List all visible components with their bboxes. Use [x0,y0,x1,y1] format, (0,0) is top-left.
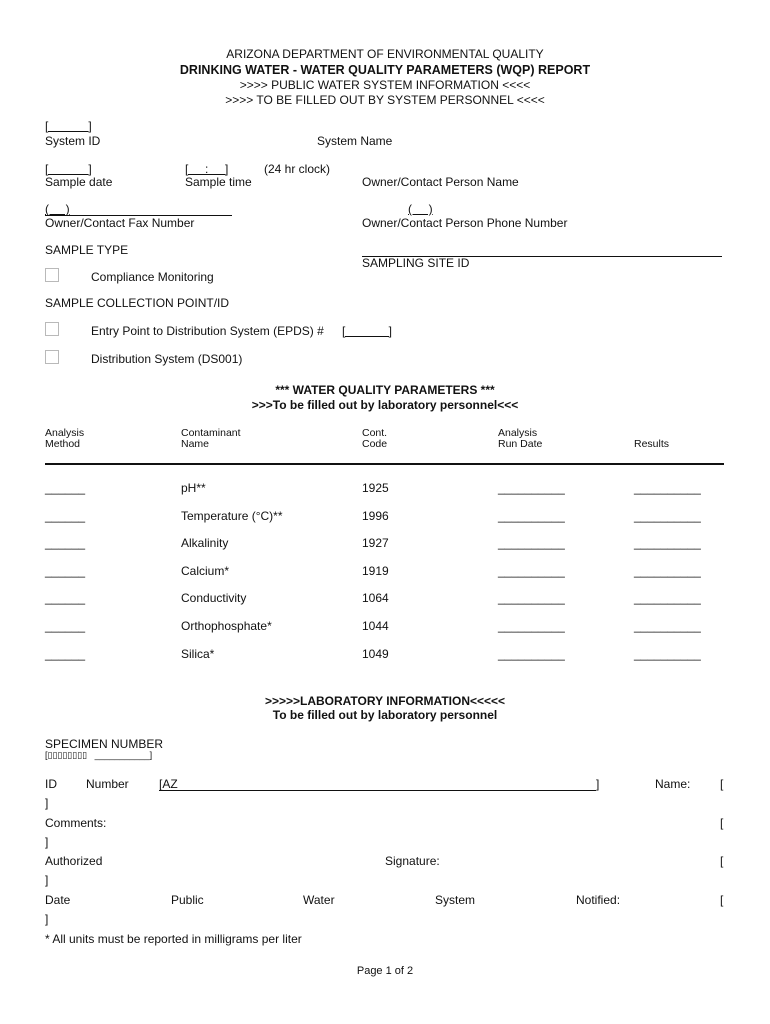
row-method-blank[interactable]: ______ [45,509,86,523]
water-word: Water [303,893,335,907]
section-subtitle-public-water: >>>> PUBLIC WATER SYSTEM INFORMATION <<<< [239,78,531,92]
signature-field-open: [ [720,854,724,868]
lab-subtitle: To be filled out by laboratory personnel [272,708,498,722]
row-contaminant-name: Temperature (°C)** [181,509,283,523]
number-word: Number [86,777,129,791]
row-method-blank[interactable]: ______ [45,564,86,578]
col-results: Results [634,438,670,450]
system-word: System [435,893,476,907]
specimen-number-label: SPECIMEN NUMBER [45,737,164,751]
comments-label: Comments: [45,816,107,830]
row-contaminant-name: Orthophosphate* [181,619,272,633]
units-note: * All units must be reported in milligrams per liter [45,932,302,946]
agency-name: ARIZONA DEPARTMENT OF ENVIRONMENTAL QUALITY [226,47,544,61]
sample-time-field[interactable]: [ : ] [185,162,229,176]
system-name-label: System Name [317,134,393,148]
row-contaminant-code: 1049 [362,647,389,661]
row-result-blank[interactable]: __________ [634,564,701,578]
collection-point-heading: SAMPLE COLLECTION POINT/ID [45,296,230,310]
authorized-word: Authorized [45,854,103,868]
col-name-line1: Contaminant [181,427,241,439]
row-run-date-blank[interactable]: __________ [498,564,565,578]
az-id-field[interactable] [159,790,596,791]
name-field-open: [ [720,777,724,791]
row-result-blank[interactable]: __________ [634,619,701,633]
compliance-monitoring-checkbox[interactable] [45,268,59,282]
system-id-label: System ID [45,134,101,148]
notified-field-close: ] [45,912,49,926]
sampling-site-label: SAMPLING SITE ID [362,256,470,270]
signature-field-close: ] [45,873,49,887]
row-result-blank[interactable]: __________ [634,481,701,495]
sample-time-label: Sample time [185,175,252,189]
row-run-date-blank[interactable]: __________ [498,619,565,633]
row-method-blank[interactable]: ______ [45,647,86,661]
comments-field-open: [ [720,816,724,830]
row-contaminant-name: Calcium* [181,564,230,578]
sample-date-field[interactable]: [ ] [45,162,92,176]
row-result-blank[interactable]: __________ [634,509,701,523]
row-result-blank[interactable]: __________ [634,647,701,661]
col-date-line1: Analysis [498,427,538,439]
public-word: Public [171,893,204,907]
row-contaminant-code: 1927 [362,536,389,550]
date-word: Date [45,893,71,907]
owner-name-label: Owner/Contact Person Name [362,175,519,189]
col-code-line2: Code [362,438,388,450]
row-method-blank[interactable]: ______ [45,591,86,605]
phone-number-field[interactable]: ( ) [408,202,433,216]
phone-number-label: Owner/Contact Person Phone Number [362,216,568,230]
notified-word: Notified: [576,893,621,907]
distribution-system-checkbox[interactable] [45,350,59,364]
name-field-close: ] [45,796,49,810]
epds-checkbox[interactable] [45,322,59,336]
row-method-blank[interactable]: ______ [45,536,86,550]
row-run-date-blank[interactable]: __________ [498,536,565,550]
row-run-date-blank[interactable]: __________ [498,647,565,661]
row-contaminant-code: 1996 [362,509,389,523]
sample-time-note: (24 hr clock) [264,162,331,176]
col-code-line1: Cont. [362,427,388,439]
az-id-field-close: ] [596,777,600,791]
system-id-field[interactable]: [ ] [45,119,92,133]
epds-label: Entry Point to Distribution System (EPDS) # [91,324,324,338]
distribution-system-label: Distribution System (DS001) [91,352,243,366]
row-contaminant-name: Alkalinity [181,536,229,550]
wqp-title: *** WATER QUALITY PARAMETERS *** [275,383,495,397]
row-contaminant-name: Silica* [181,647,215,661]
section-subtitle-system-personnel: >>>> TO BE FILLED OUT BY SYSTEM PERSONNEL <<<< [225,93,545,107]
sample-date-label: Sample date [45,175,113,189]
row-contaminant-name: Conductivity [181,591,247,605]
row-contaminant-code: 1919 [362,564,389,578]
compliance-monitoring-label: Compliance Monitoring [91,270,214,284]
comments-field-close: ] [45,835,49,849]
name-word: Name: [655,777,691,791]
notified-field-open: [ [720,893,724,907]
row-run-date-blank[interactable]: __________ [498,509,565,523]
col-method-line2: Method [45,438,81,450]
col-date-line2: Run Date [498,438,543,450]
row-run-date-blank[interactable]: __________ [498,481,565,495]
signature-word: Signature: [385,854,440,868]
row-method-blank[interactable]: ______ [45,619,86,633]
report-title: DRINKING WATER - WATER QUALITY PARAMETERS (WQP) REPORT [179,63,591,77]
row-method-blank[interactable]: ______ [45,481,86,495]
col-method-line1: Analysis [45,427,85,439]
wqp-subtitle: >>>To be filled out by laboratory personnel<<< [251,398,519,412]
row-contaminant-code: 1925 [362,481,389,495]
row-result-blank[interactable]: __________ [634,591,701,605]
az-id-field-prefix: [AZ [159,777,178,791]
specimen-number-field[interactable]: [▯▯▯▯▯▯▯▯ ___________] [45,750,153,760]
fax-number-field[interactable]: ( ) [45,202,70,216]
page-number: Page 1 of 2 [356,965,414,977]
row-contaminant-name: pH** [181,481,206,495]
fax-number-label: Owner/Contact Fax Number [45,216,195,230]
row-contaminant-code: 1044 [362,619,389,633]
row-contaminant-code: 1064 [362,591,389,605]
col-name-line2: Name [181,438,210,450]
id-word: ID [45,777,57,791]
row-run-date-blank[interactable]: __________ [498,591,565,605]
sample-type-heading: SAMPLE TYPE [45,243,129,257]
row-result-blank[interactable]: __________ [634,536,701,550]
epds-number-field[interactable]: [ ] [342,324,393,338]
lab-title: >>>>>LABORATORY INFORMATION<<<<< [264,694,506,708]
table-header-rule [45,463,724,465]
